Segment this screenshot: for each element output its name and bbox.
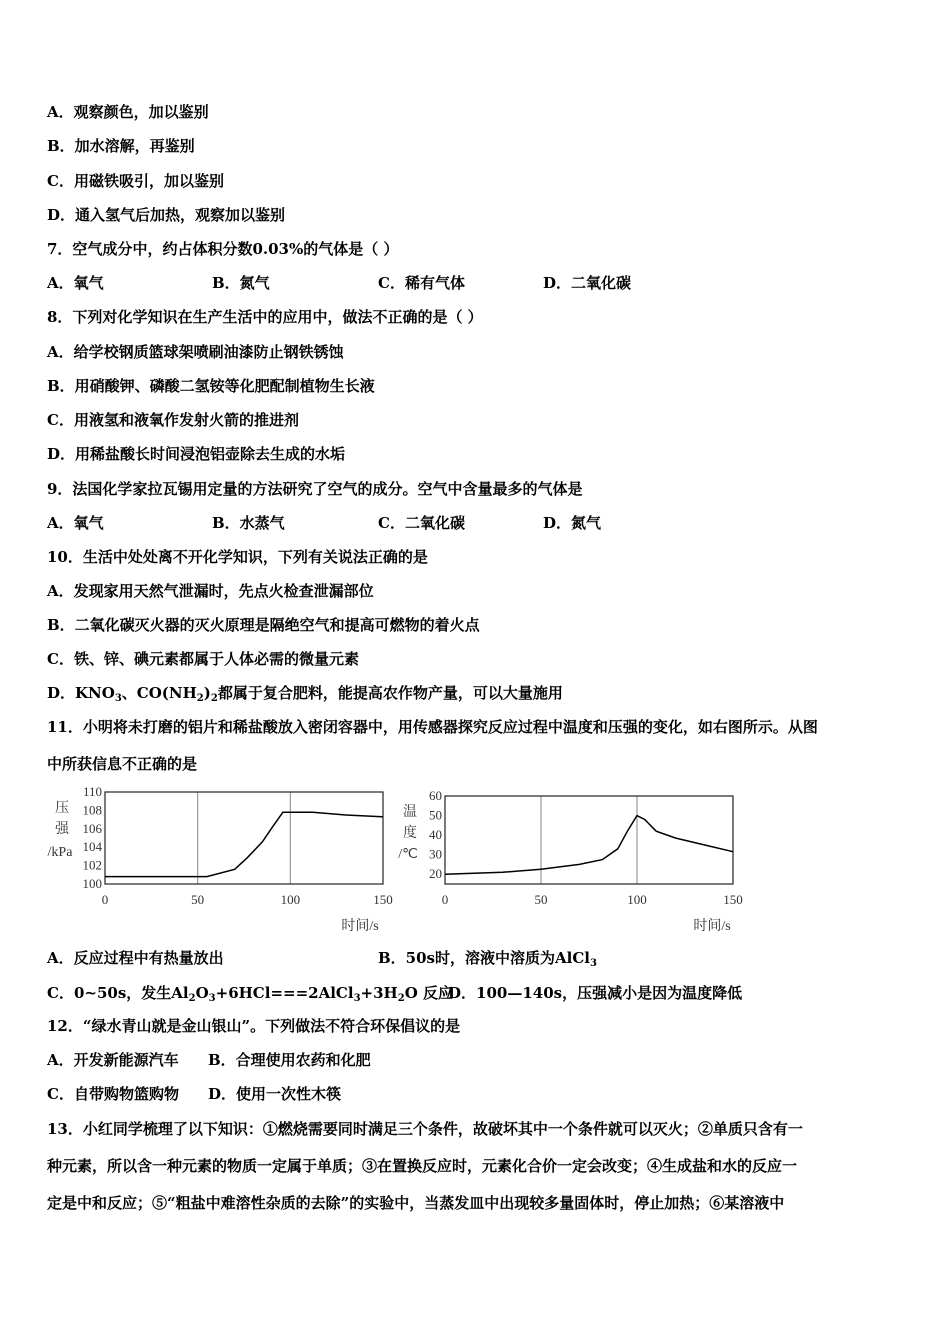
q7-option-a: A．氧气 xyxy=(47,274,104,292)
q8-option-a: A．给学校钢质篮球架喷刷油漆防止钢铁锈蚀 xyxy=(47,343,344,361)
chart2-xtick-2: 100 xyxy=(627,892,647,907)
q11-stem-line1: 11．小明将未打磨的铝片和稀盐酸放入密闭容器中，用传感器探究反应过程中温度和压强的变化，如右图所示。从图 xyxy=(47,718,818,736)
chart2-xtick-1: 50 xyxy=(534,892,548,907)
q11-option-d: D．100—140s，压强减小是因为温度降低 xyxy=(448,984,743,1002)
chart2-ytick-4: 60 xyxy=(429,788,442,803)
chart2-ytick-3: 50 xyxy=(429,807,442,823)
q7-option-c: C．稀有气体 xyxy=(378,274,465,292)
q13-line2: 种元素，所以含一种元素的物质一定属于单质；③在置换反应时，元素化合价一定会改变；④生成盐和水的反应一 xyxy=(47,1157,798,1175)
chart2-ylabel-3: /℃ xyxy=(398,847,418,862)
q12-stem: 12．“绿水青山就是金山银山”。下列做法不符合环保倡议的是 xyxy=(47,1017,461,1035)
chart2-xtick-3: 150 xyxy=(723,892,743,907)
q6-option-c: C．用磁铁吸引，加以鉴别 xyxy=(47,172,224,190)
chart2-ytick-0: 20 xyxy=(429,866,442,882)
chart1-ytick-0: 100 xyxy=(82,876,102,891)
chart1-xtick-1: 50 xyxy=(191,892,205,907)
chart1-ylabel-1: 压 xyxy=(55,801,69,816)
q13-line3: 定是中和反应；⑤“粗盐中难溶性杂质的去除”的实验中，当蒸发皿中出现较多量固体时，停止加热；⑥某溶液中 xyxy=(47,1194,785,1212)
q9-option-a: A．氧气 xyxy=(47,514,104,532)
temperature-chart xyxy=(395,786,755,936)
chart1-ylabel-3: /kPa xyxy=(47,845,73,860)
chart1-ytick-1: 102 xyxy=(82,857,102,873)
q10-option-b: B．二氧化碳灭火器的灭火原理是隔绝空气和提高可燃物的着火点 xyxy=(47,616,480,634)
q12-option-c: C．自带购物篮购物 xyxy=(47,1085,179,1103)
chart2-xlabel: 时间/s xyxy=(693,919,731,934)
q7-option-d: D．二氧化碳 xyxy=(543,274,632,292)
q9-option-c: C．二氧化碳 xyxy=(378,514,465,532)
chart2-temperature-line xyxy=(445,816,733,875)
q12-option-a: A．开发新能源汽车 xyxy=(47,1051,179,1069)
q8-stem: 8．下列对化学知识在生产生活中的应用中，做法不正确的是（ ） xyxy=(47,308,483,326)
chart1-ytick-5: 110 xyxy=(82,786,102,799)
q10-stem: 10．生活中处处离不开化学知识，下列有关说法正确的是 xyxy=(47,548,428,566)
chart1-pressure-line xyxy=(105,812,383,876)
chart1-grid xyxy=(198,792,291,884)
q8-option-b: B．用硝酸钾、磷酸二氢铵等化肥配制植物生长液 xyxy=(47,377,375,395)
chart1-ylabel-2: 强 xyxy=(55,822,69,837)
q13-line1: 13．小红同学梳理了以下知识：①燃烧需要同时满足三个条件，故破坏其中一个条件就可以灭火；②单质只含有一 xyxy=(47,1120,803,1138)
q10-option-a: A．发现家用天然气泄漏时，先点火检查泄漏部位 xyxy=(47,582,374,600)
q6-option-a: A．观察颜色，加以鉴别 xyxy=(47,103,209,121)
pressure-chart xyxy=(40,786,400,936)
q6-option-b: B．加水溶解，再鉴别 xyxy=(47,137,195,155)
chart1-plot-border xyxy=(105,792,383,884)
chart2-ylabel-1: 温 xyxy=(403,805,417,820)
chart2-xtick-0: 0 xyxy=(441,892,449,907)
q9-option-d: D．氮气 xyxy=(543,514,602,532)
q11-stem-line2: 中所获信息不正确的是 xyxy=(47,755,198,773)
chart2-ytick-1: 30 xyxy=(429,846,442,862)
chart2-plot-border xyxy=(445,796,733,884)
q12-option-b: B．合理使用农药和化肥 xyxy=(208,1051,371,1069)
chart1-ytick-4: 108 xyxy=(82,802,102,818)
q8-option-d: D．用稀盐酸长时间浸泡铝壶除去生成的水垢 xyxy=(47,445,346,463)
q11-option-a: A．反应过程中有热量放出 xyxy=(47,949,224,967)
q9-stem: 9．法国化学家拉瓦锡用定量的方法研究了空气的成分。空气中含量最多的气体是 xyxy=(47,480,583,498)
chart1-ytick-2: 104 xyxy=(82,839,102,855)
q8-option-c: C．用液氢和液氧作发射火箭的推进剂 xyxy=(47,411,299,429)
q12-option-d: D．使用一次性木筷 xyxy=(208,1085,342,1103)
q11-option-b: B．50s时，溶液中溶质为AlCl$_3$ xyxy=(378,949,597,969)
q7-option-b: B．氮气 xyxy=(212,274,270,292)
chart1-xlabel: 时间/s xyxy=(341,919,379,934)
chart1-xtick-0: 0 xyxy=(101,892,109,907)
q10-option-c: C．铁、锌、碘元素都属于人体必需的微量元素 xyxy=(47,650,359,668)
q9-option-b: B．水蒸气 xyxy=(212,514,285,532)
chart2-ytick-2: 40 xyxy=(429,827,442,843)
q7-stem: 7．空气成分中，约占体积分数0.03%的气体是（ ） xyxy=(47,240,399,258)
q6-option-d: D．通入氢气后加热，观察加以鉴别 xyxy=(47,206,286,224)
q10-option-d: D．$KNO_3$、$CO(NH_2)_2$都属于复合肥料，能提高农作物产量，可以大量施用 xyxy=(47,684,563,704)
chart1-ytick-3: 106 xyxy=(82,820,102,836)
chart1-xtick-3: 150 xyxy=(373,892,393,907)
chart1-xtick-2: 100 xyxy=(280,892,301,907)
q11-option-c: C．0~50s，发生$Al_2O_3+6HCl===2AlCl_3+3H_2O$ 反应 xyxy=(47,984,453,1004)
chart2-ylabel-2: 度 xyxy=(403,826,417,841)
